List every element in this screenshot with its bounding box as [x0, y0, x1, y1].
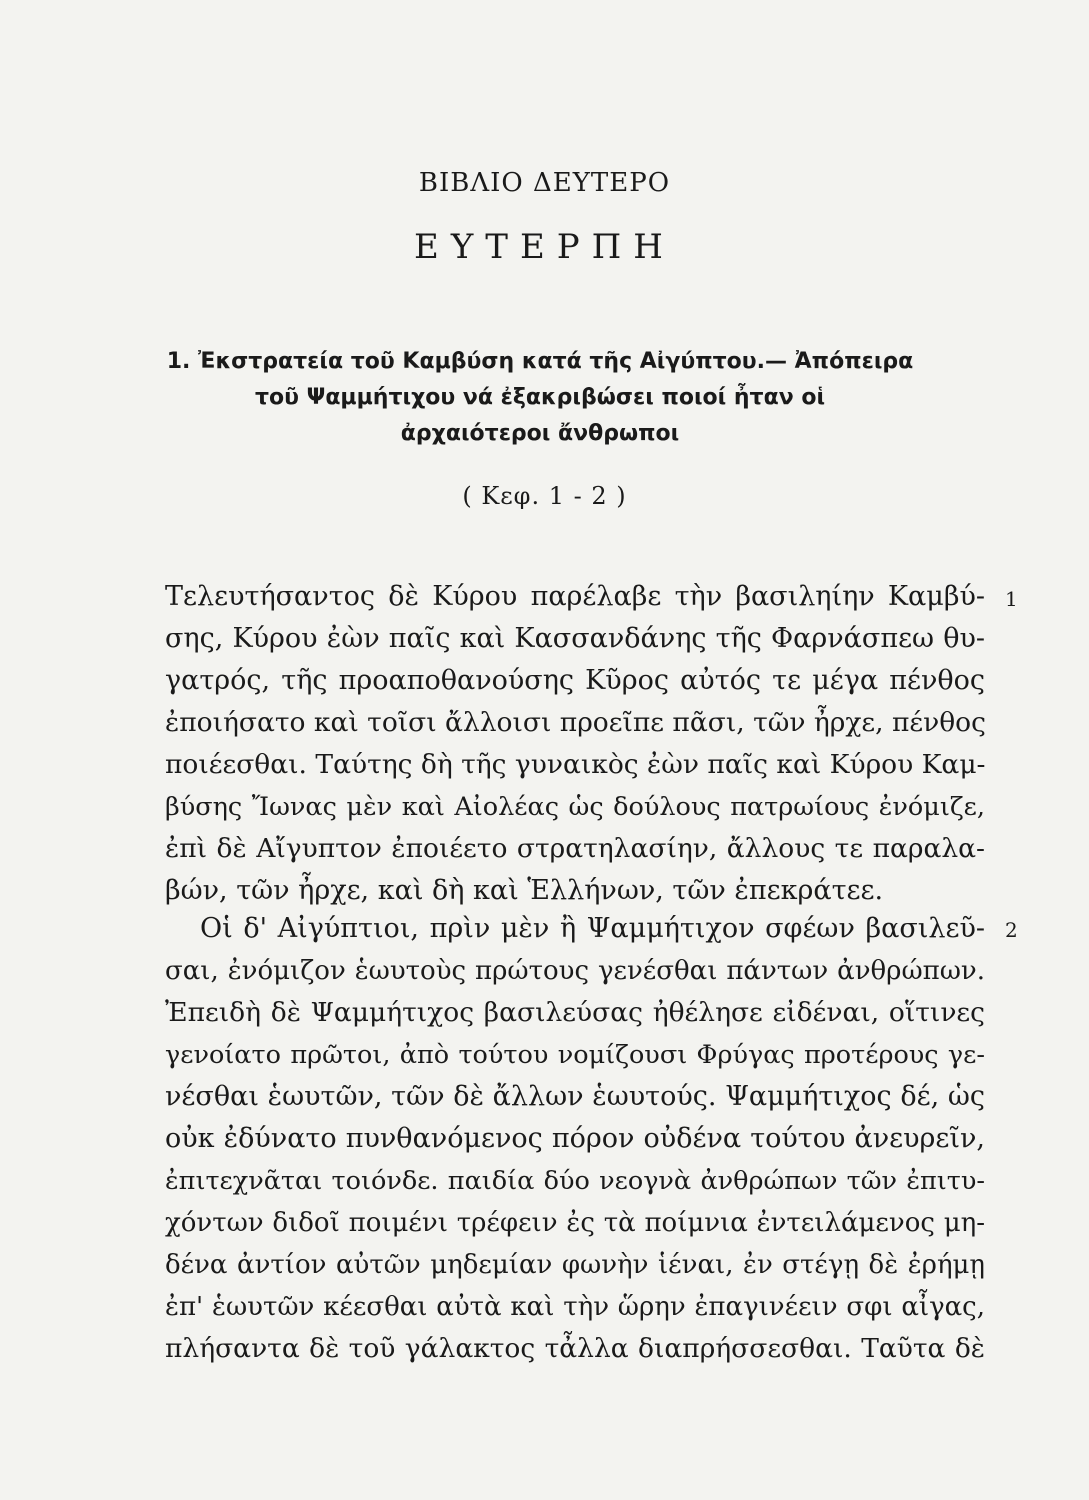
text-line: Ἐπειδὴ δὲ Ψαμμήτιχος βασιλεύσας ἠθέλησε εἰδέναι, οἵτινες	[165, 997, 985, 1028]
text-line: δένα ἀντίον αὐτῶν μηδεμίαν φωνὴν ἱέναι, ἐν στέγῃ δὲ ἐρήμῃ	[165, 1250, 985, 1280]
text-line: οὐκ ἐδύνατο πυνθανόμενος πόρον οὐδένα τούτου ἀνευρεῖν,	[165, 1123, 985, 1154]
text-line: ἐπιτεχνᾶται τοιόνδε. παιδία δύο νεογνὰ ἀνθρώπων τῶν ἐπιτυ-	[165, 1166, 985, 1196]
text-line: ἐπ' ἑωυτῶν κέεσθαι αὐτὰ καὶ τὴν ὥρην ἐπαγινέειν σφι αἶγας,	[165, 1292, 985, 1322]
text-line: Οἱ δ' Αἰγύπτιοι, πρὶν μὲν ἢ Ψαμμήτιχον σφέων βασιλεῦ-	[200, 913, 985, 944]
margin-section-number: 1	[1005, 587, 1018, 611]
text-line: σης, Κύρου ἐὼν παῖς καὶ Κασσανδάνης τῆς Φαρνάσπεω θυ-	[165, 623, 985, 654]
text-line: βών, τῶν ἦρχε, καὶ δὴ καὶ Ἑλλήνων, τῶν ἐπεκράτεε.	[165, 875, 884, 906]
chapter-heading-line: 1. Ἐκστρατεία τοῦ Καμβύση κατά τῆς Αἰγύπτου.— Ἀπόπειρα	[166, 349, 914, 374]
text-line: ἐπὶ δὲ Αἴγυπτον ἐποιέετο στρατηλασίην, ἄλλους τε παραλα-	[165, 833, 985, 864]
text-line: ποιέεσθαι. Ταύτης δὴ τῆς γυναικὸς ἐὼν παῖς καὶ Κύρου Καμ-	[165, 749, 986, 780]
chapter-heading-line: ἀρχαιότεροι ἄνθρωποι	[400, 421, 680, 446]
margin-section-number: 2	[1005, 918, 1018, 942]
text-line: βύσης Ἴωνας μὲν καὶ Αἰολέας ὡς δούλους πατρωίους ἐνόμιζε,	[165, 792, 985, 822]
text-line: ἐποιήσατο καὶ τοῖσι ἄλλοισι προεῖπε πᾶσι, τῶν ἦρχε, πένθος	[165, 707, 986, 738]
chapter-reference: ( Κεφ. 1 - 2 )	[462, 482, 627, 510]
text-line: χόντων διδοῖ ποιμένι τρέφειν ἐς τὰ ποίμνια ἐντειλάμενος μη-	[165, 1208, 985, 1238]
book-title: ΒΙΒΛΙΟ ΔΕΥΤΕΡΟ	[418, 168, 671, 198]
chapter-heading-line: τοῦ Ψαμμήτιχου νά ἐξακριβώσει ποιοί ἦταν οἱ	[254, 385, 826, 410]
text-line: γενοίατο πρῶτοι, ἀπὸ τούτου νομίζουσι Φρύγας προτέρους γε-	[165, 1040, 985, 1070]
section-title: ΕΥΤΕΡΠΗ	[414, 227, 675, 267]
text-line: νέσθαι ἑωυτῶν, τῶν δὲ ἄλλων ἑωυτούς. Ψαμμήτιχος δέ, ὡς	[165, 1081, 985, 1112]
text-line: Τελευτήσαντος δὲ Κύρου παρέλαβε τὴν βασιληίην Καμβύ-	[165, 581, 985, 612]
text-line: πλήσαντα δὲ τοῦ γάλακτος τἆλλα διαπρήσσεσθαι. Ταῦτα δὲ	[165, 1333, 985, 1364]
text-line: σαι, ἐνόμιζον ἑωυτοὺς πρώτους γενέσθαι πάντων ἀνθρώπων.	[165, 956, 985, 986]
text-line: γατρός, τῆς προαποθανούσης Κῦρος αὐτός τε μέγα πένθος	[165, 665, 985, 696]
